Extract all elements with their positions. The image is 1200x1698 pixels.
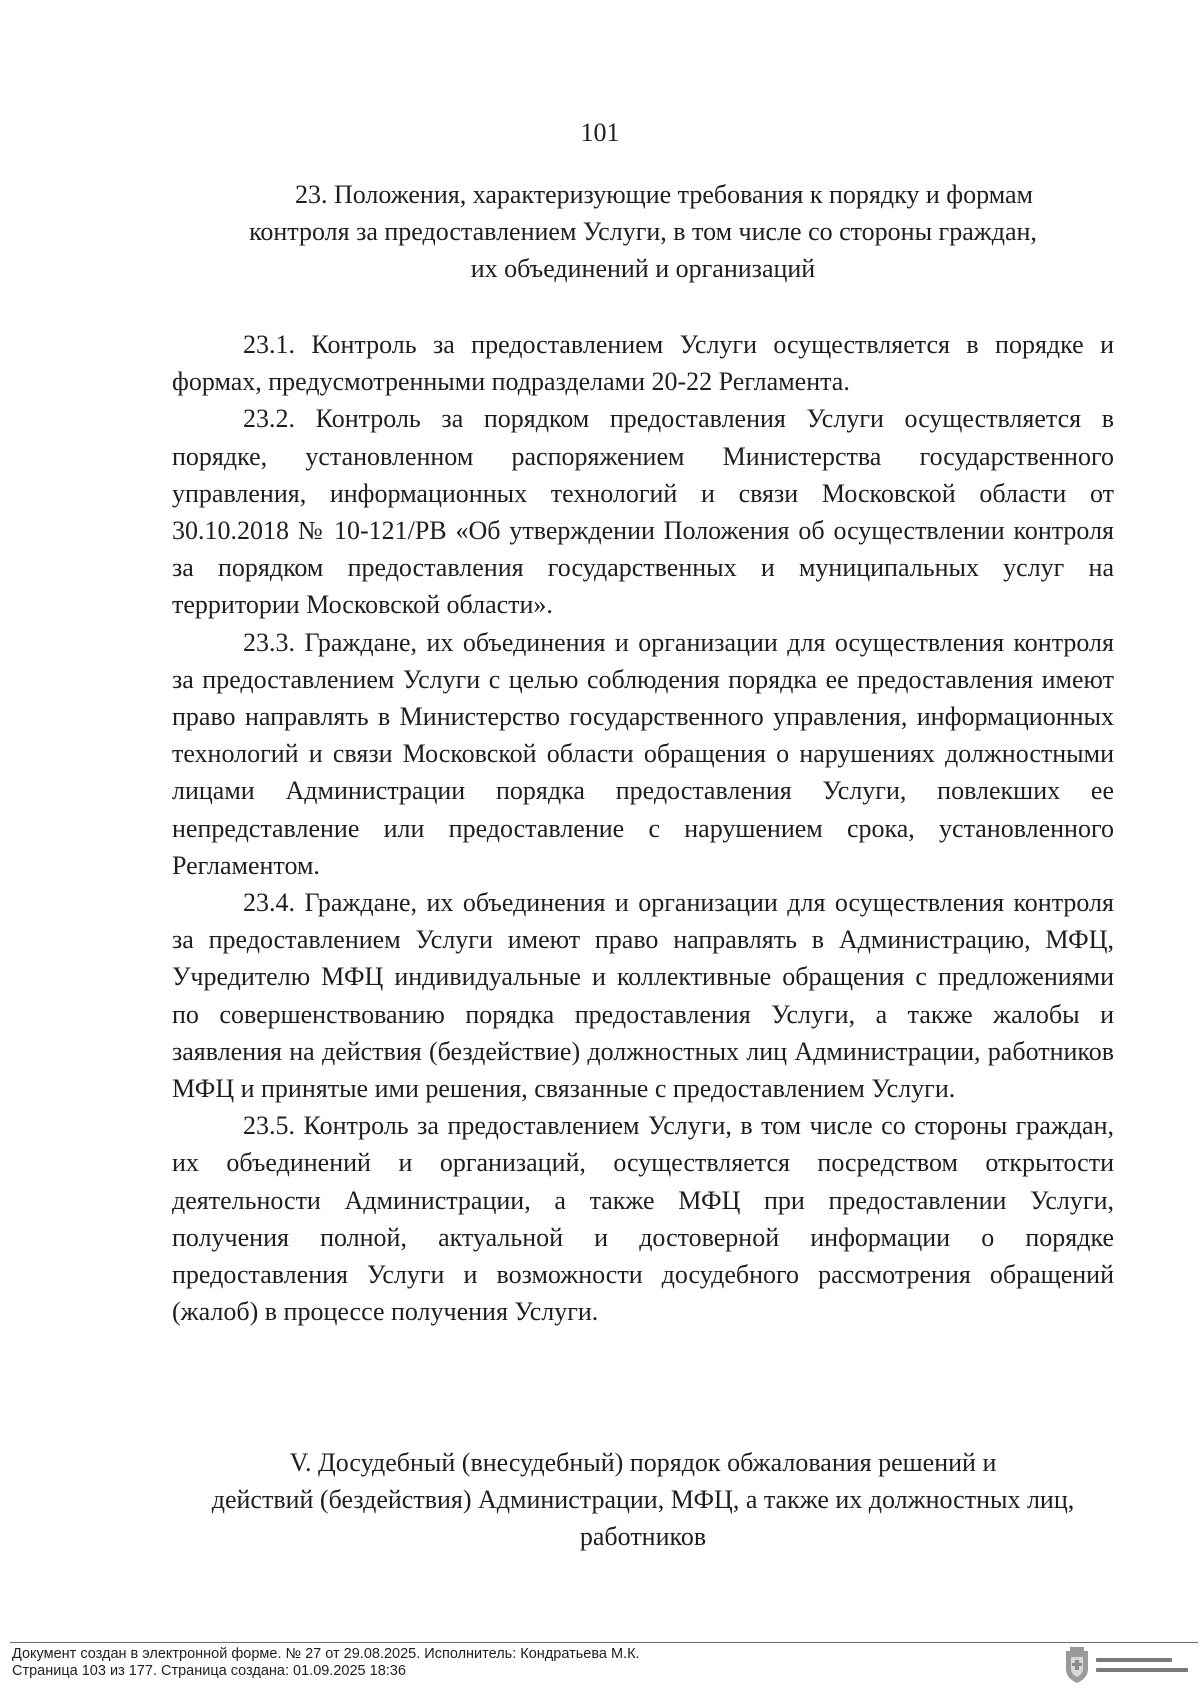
section-23-title-line: их объединений и организаций	[470, 254, 816, 283]
section-V-title-line: V. Досудебный (внесудебный) порядок обжалования решений и	[289, 1448, 997, 1477]
paragraph-23-3	[172, 624, 1114, 884]
paragraph-number: 23.3.	[243, 627, 295, 657]
paragraph-number: 23.2.	[243, 404, 295, 434]
paragraph-number: 23.5.	[243, 1111, 295, 1141]
section-23-title-line: контроля за предоставлением Услуги, в том числе со стороны граждан,	[249, 217, 1037, 246]
paragraph-23-1	[172, 326, 1114, 400]
footer-page-info: Страница 103 из 177. Страница создана: 01.09.2025 18:36	[12, 1663, 406, 1679]
footer-divider	[10, 1642, 1198, 1643]
paragraph-23-5	[172, 1107, 1114, 1330]
section-V-title-line: действий (бездействия) Администрации, МФЦ, а также их должностных лиц,	[211, 1485, 1075, 1514]
paragraph-text: Граждане, их объединения и организации для осуществления контроля за предоставлением Услуги с целью соблюдения порядка ее предоставления имеют право направлять в Министерство государственного управления, информационных технологий и связи Московской области обращения о нарушениях должностными лицами Администрации порядка предоставления Услуги, повлекших ее непредставление или предоставление с нарушением срока, установленного Регламентом.	[172, 627, 1114, 880]
section-23-title-line: 23. Положения, характеризующие требования к порядку и формам	[294, 180, 1034, 209]
paragraph-text: Контроль за предоставлением Услуги, в том числе со стороны граждан, их объединений и организаций, осуществляется посредством открытости деятельности Администрации, а также МФЦ при предоставлении Услуги, получения полной, актуальной и достоверной информации о порядке предоставления Услуги и возможности досудебного рассмотрения обращений (жалоб) в процессе получения Услуги.	[172, 1111, 1115, 1327]
paragraph-text: Контроль за порядком предоставления Услуги осуществляется в порядке, установленном распоряжением Министерства государственного управления, информационных технологий и связи Московской области от 30.10.2018 № 10-121/РВ «Об утверждении Положения об осуществлении контроля за порядком предоставления государственных и муниципальных услуг на территории Московской области».	[172, 404, 1115, 620]
section-V-title	[172, 1444, 1114, 1555]
paragraph-text: Граждане, их объединения и организации для осуществления контроля за предоставлением Услуги имеют право направлять в Администрацию, МФЦ, Учредителю МФЦ индивидуальные и коллективные обращения с предложениями по совершенствованию порядка предоставления Услуги, а также жалобы и заявления на действия (бездействие) должностных лиц Администрации, работников МФЦ и принятые ими решения, связанные с предоставлением Услуги.	[172, 888, 1114, 1104]
paragraph-23-4	[172, 884, 1114, 1107]
section-23-body	[172, 326, 1114, 1330]
section-V-title-line: работников	[579, 1522, 707, 1551]
page-number: 101	[580, 118, 620, 147]
paragraph-number: 23.1.	[243, 330, 295, 359]
government-logo-icon	[1062, 1645, 1194, 1685]
section-23-title	[172, 176, 1114, 287]
document-footer	[12, 1646, 640, 1680]
paragraph-23-2	[172, 400, 1114, 623]
paragraph-text: Контроль за предоставлением Услуги осуществляется в порядке и формах, предусмотренными подразделами 20-22 Регламента.	[172, 330, 1114, 397]
footer-document-info: Документ создан в электронной форме. № 27 от 29.08.2025. Исполнитель: Кондратьева М.К.	[12, 1646, 640, 1662]
paragraph-number: 23.4.	[243, 888, 295, 918]
